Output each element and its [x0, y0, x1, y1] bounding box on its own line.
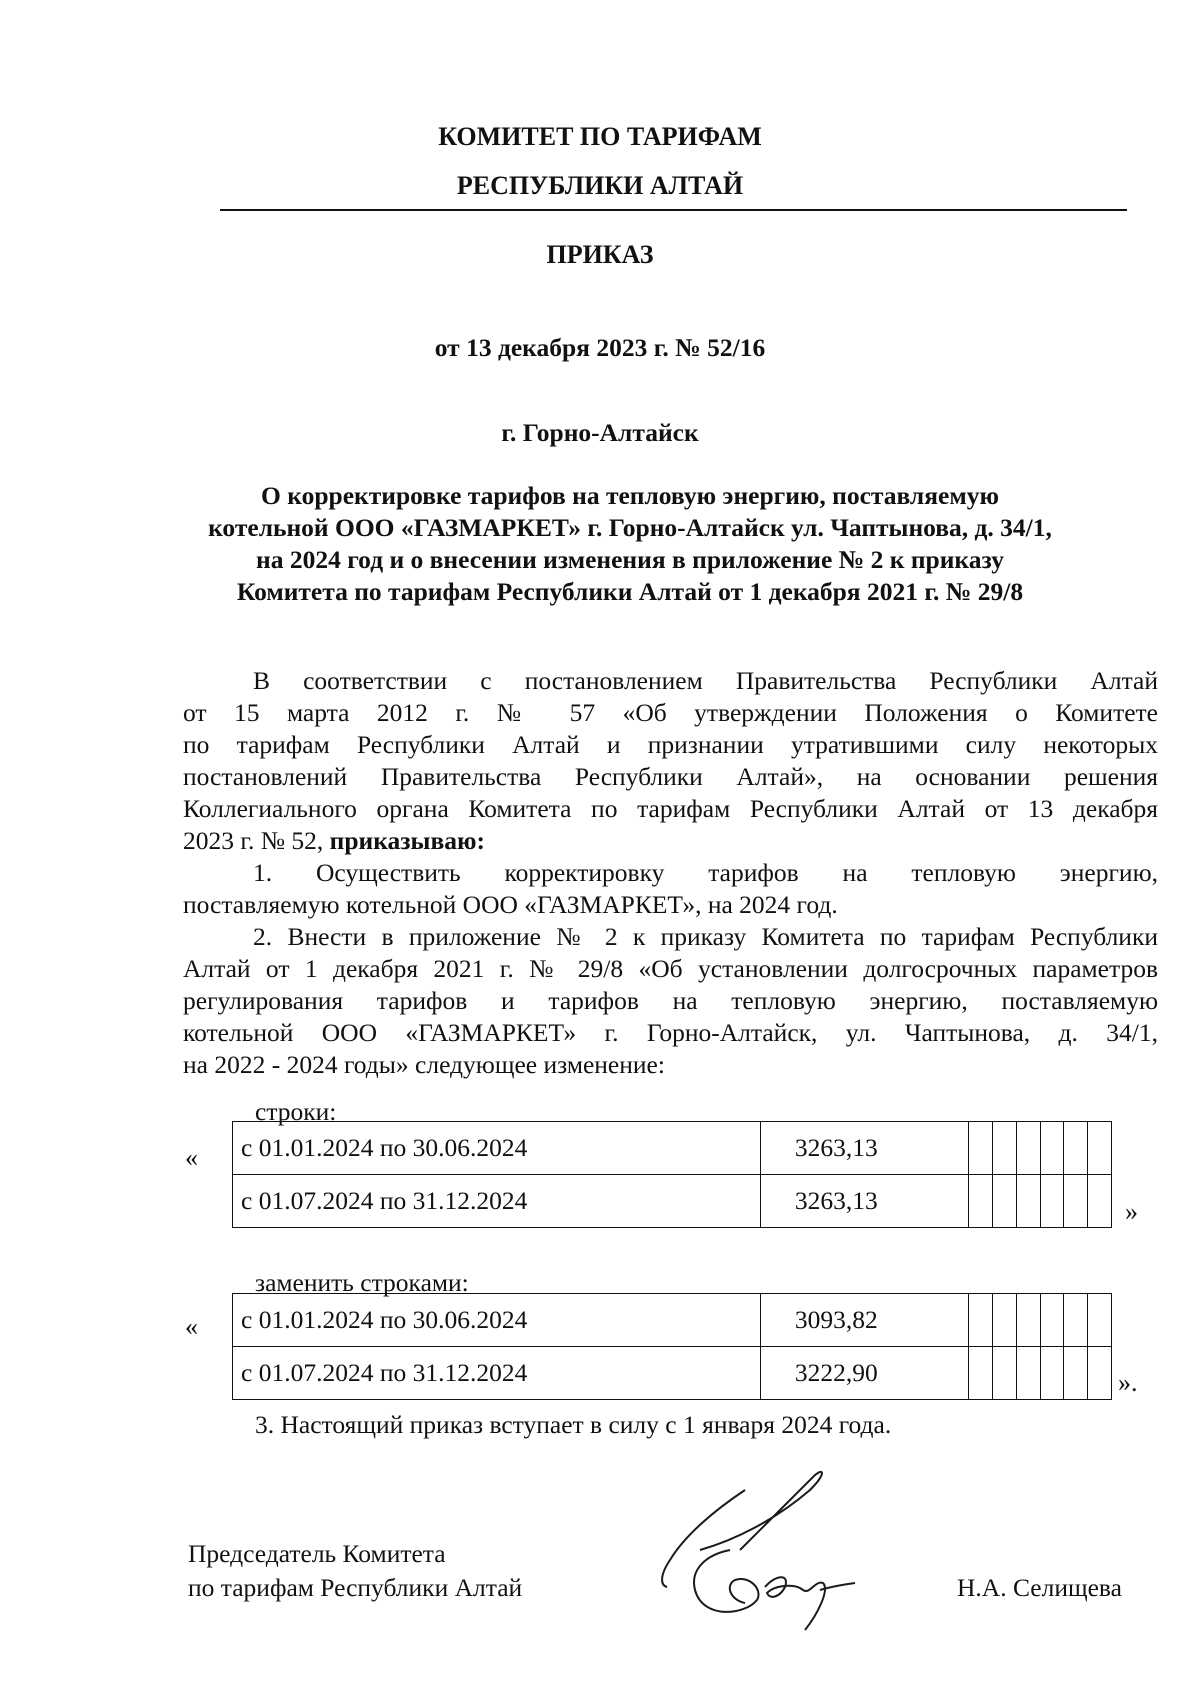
old-tariff-table: [232, 1121, 1112, 1228]
order-title: [150, 480, 1110, 608]
preamble-last-line: [183, 825, 1158, 857]
period-cell: с 01.01.2024 по 30.06.2024: [233, 1122, 761, 1175]
preamble-line: от 15 марта 2012 г. № 57 «Об утверждении Положения о Комитете: [183, 698, 1158, 727]
empty-cell: [969, 1347, 993, 1400]
order-verb: приказываю:: [329, 826, 485, 855]
table-row: [233, 1347, 1112, 1400]
item2-line: 2. Внести в приложение № 2 к приказу Комитета по тарифам Республики: [253, 922, 1158, 951]
empty-cell: [992, 1294, 1016, 1347]
item2-line: котельной ООО «ГАЗМАРКЕТ» г. Горно-Алтайск, ул. Чаптынова, д. 34/1,: [183, 1018, 1158, 1047]
value-cell: 3222,90: [760, 1347, 968, 1400]
title-line: Комитета по тарифам Республики Алтай от 1 декабря 2021 г. № 29/8: [236, 577, 1024, 606]
new-tariff-table: [232, 1293, 1112, 1400]
org-name-line1: КОМИТЕТ ПО ТАРИФАМ: [438, 122, 762, 151]
period-cell: с 01.07.2024 по 31.12.2024: [233, 1347, 761, 1400]
new-rows-label: заменить строками:: [255, 1268, 469, 1297]
empty-cell: [1088, 1294, 1112, 1347]
empty-cell: [1016, 1347, 1040, 1400]
table-row: [233, 1122, 1112, 1175]
title-line: на 2024 год и о внесении изменения в приложение № 2 к приказу: [256, 545, 1004, 574]
empty-cell: [992, 1122, 1016, 1175]
signatory-name: Н.А. Селищева: [957, 1573, 1122, 1602]
header-rule: [220, 209, 1127, 211]
date-and-number: от 13 декабря 2023 г. № 52/16: [434, 333, 766, 362]
item1-line: 1. Осуществить корректировку тарифов на тепловую энергию,: [253, 858, 1158, 887]
value-cell: 3093,82: [760, 1294, 968, 1347]
empty-cell: [1040, 1347, 1064, 1400]
close-quote-old: »: [1125, 1197, 1138, 1226]
empty-cell: [1064, 1347, 1088, 1400]
empty-cell: [1064, 1175, 1088, 1228]
item1-line: поставляемую котельной ООО «ГАЗМАРКЕТ», на 2024 год.: [183, 890, 838, 919]
preamble: [183, 665, 1158, 1081]
position-line: Председатель Комитета: [188, 1539, 446, 1568]
empty-cell: [992, 1347, 1016, 1400]
empty-cell: [1016, 1175, 1040, 1228]
item2-line: Алтай от 1 декабря 2021 г. № 29/8 «Об установлении долгосрочных параметров: [183, 954, 1158, 983]
period-cell: с 01.07.2024 по 31.12.2024: [233, 1175, 761, 1228]
handwritten-signature: [645, 1455, 945, 1655]
open-quote-new: «: [185, 1312, 198, 1341]
empty-cell: [1016, 1294, 1040, 1347]
empty-cell: [992, 1175, 1016, 1228]
title-line: котельной ООО «ГАЗМАРКЕТ» г. Горно-Алтайск ул. Чаптынова, д. 34/1,: [208, 513, 1052, 542]
document-type: ПРИКАЗ: [546, 240, 654, 269]
empty-cell: [1040, 1122, 1064, 1175]
signatory-position: [188, 1537, 522, 1605]
item2-line: регулирования тарифов и тарифов на тепловую энергию, поставляемую: [183, 986, 1158, 1015]
empty-cell: [1088, 1175, 1112, 1228]
empty-cell: [1040, 1294, 1064, 1347]
table-row: [233, 1175, 1112, 1228]
empty-cell: [1088, 1122, 1112, 1175]
item3: 3. Настоящий приказ вступает в силу с 1 января 2024 года.: [255, 1410, 892, 1439]
open-quote-old: «: [185, 1143, 198, 1172]
empty-cell: [969, 1294, 993, 1347]
city: г. Горно-Алтайск: [501, 418, 699, 447]
item2-line: на 2022 - 2024 годы» следующее изменение:: [183, 1050, 665, 1079]
value-cell: 3263,13: [760, 1122, 968, 1175]
close-quote-new: ».: [1118, 1368, 1138, 1397]
empty-cell: [1064, 1122, 1088, 1175]
position-line: по тарифам Республики Алтай: [188, 1573, 523, 1602]
value-cell: 3263,13: [760, 1175, 968, 1228]
preamble-line: Коллегиального органа Комитета по тарифам Республики Алтай от 13 декабря: [183, 794, 1158, 823]
title-line: О корректировке тарифов на тепловую энергию, поставляемую: [261, 481, 999, 510]
preamble-line: по тарифам Республики Алтай и признании утратившими силу некоторых: [183, 730, 1158, 759]
empty-cell: [1016, 1122, 1040, 1175]
old-rows-label: строки:: [255, 1097, 337, 1126]
preamble-last-text: 2023 г. № 52,: [183, 826, 330, 855]
empty-cell: [1088, 1347, 1112, 1400]
empty-cell: [969, 1175, 993, 1228]
empty-cell: [969, 1122, 993, 1175]
empty-cell: [1064, 1294, 1088, 1347]
table-row: [233, 1294, 1112, 1347]
preamble-line: постановлений Правительства Республики Алтай», на основании решения: [183, 762, 1158, 791]
period-cell: с 01.01.2024 по 30.06.2024: [233, 1294, 761, 1347]
org-name-line2: РЕСПУБЛИКИ АЛТАЙ: [456, 171, 744, 200]
empty-cell: [1040, 1175, 1064, 1228]
preamble-line: В соответствии с постановлением Правительства Республики Алтай: [253, 666, 1158, 695]
